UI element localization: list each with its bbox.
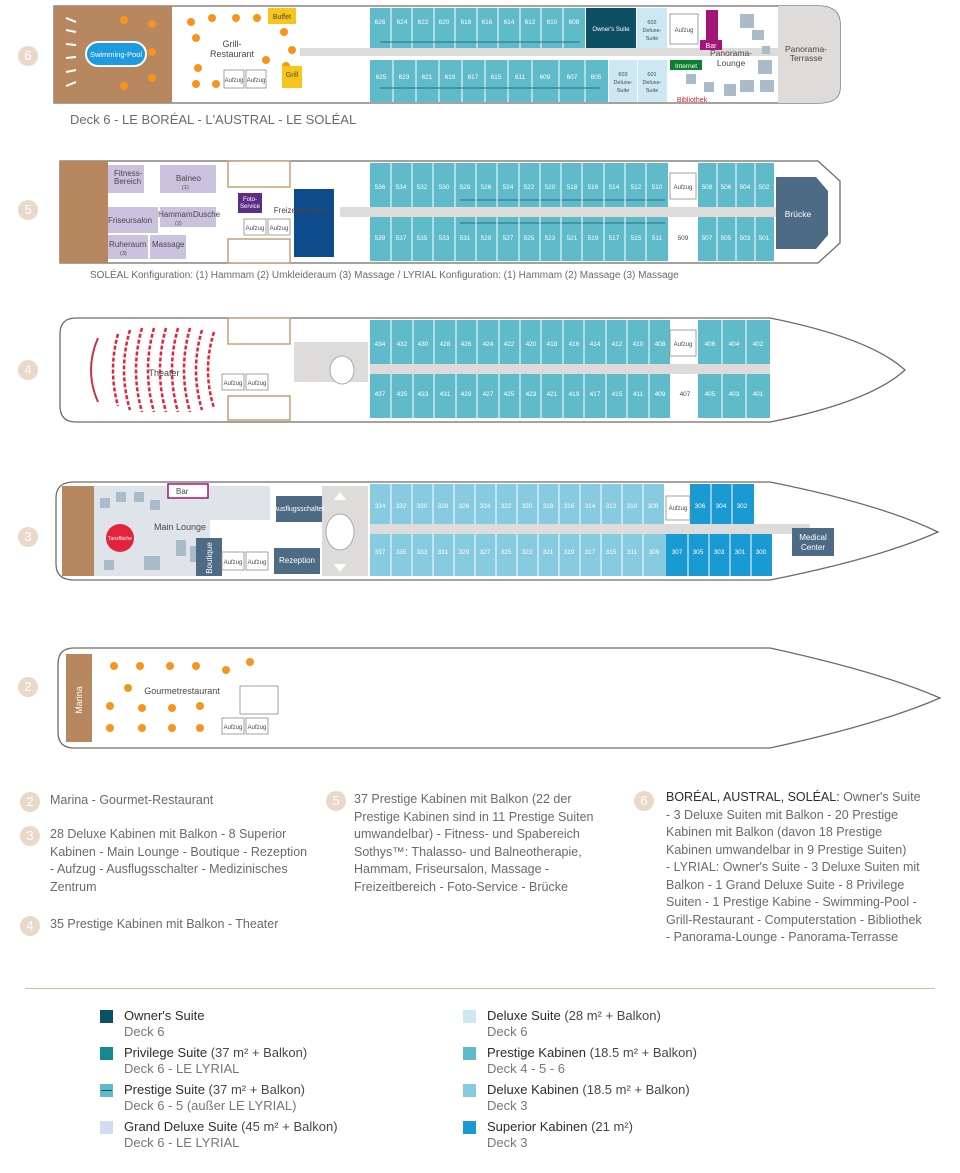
svg-text:Hammam: Hammam	[158, 210, 193, 219]
svg-text:623: 623	[398, 74, 410, 81]
svg-text:434: 434	[374, 341, 386, 348]
svg-text:306: 306	[694, 503, 706, 510]
svg-text:617: 617	[467, 74, 479, 81]
svg-text:528: 528	[459, 184, 471, 191]
svg-text:323: 323	[521, 549, 533, 556]
deck-3-corridor	[370, 524, 810, 534]
svg-text:537: 537	[395, 235, 407, 242]
desc-4-badge: 4	[20, 916, 40, 936]
svg-text:514: 514	[608, 184, 620, 191]
svg-text:625: 625	[375, 74, 387, 81]
svg-text:602: 602	[647, 20, 657, 26]
svg-text:312: 312	[605, 503, 617, 510]
grill-label-1: Grill-	[222, 39, 242, 49]
lounge-label-1: Panorama-	[709, 48, 753, 58]
svg-text:428: 428	[439, 341, 451, 348]
svg-text:536: 536	[374, 184, 386, 191]
deck-6-caption: Deck 6 - LE BORÉAL - L'AUSTRAL - LE SOLÉAL	[70, 112, 357, 127]
desc-2-badge: 2	[20, 792, 40, 812]
svg-text:300: 300	[755, 549, 767, 556]
svg-text:506: 506	[720, 184, 732, 191]
bar-label: Bar	[705, 43, 717, 50]
svg-text:534: 534	[395, 184, 407, 191]
svg-text:Suite: Suite	[616, 88, 630, 94]
svg-text:319: 319	[563, 549, 575, 556]
svg-text:624: 624	[396, 19, 408, 26]
desc-5-badge: 5	[326, 791, 346, 811]
legend-swatch	[463, 1121, 476, 1134]
bar-label-3: Bar	[176, 487, 189, 496]
owners-suite-label: Owner's Suite	[592, 27, 630, 33]
deck-5-corridor	[340, 207, 780, 217]
atrium-circle	[330, 356, 354, 384]
library-label: Bibliothek	[676, 97, 708, 104]
svg-text:331: 331	[437, 549, 449, 556]
svg-text:337: 337	[374, 549, 386, 556]
foto-label-2: Service	[239, 204, 261, 210]
svg-text:512: 512	[630, 184, 642, 191]
svg-text:626: 626	[374, 19, 386, 26]
svg-text:609: 609	[539, 74, 551, 81]
svg-text:620: 620	[438, 19, 450, 26]
svg-text:526: 526	[480, 184, 492, 191]
legend-swatch	[100, 1121, 113, 1134]
svg-text:435: 435	[396, 391, 408, 398]
svg-text:527: 527	[502, 235, 514, 242]
svg-text:310: 310	[626, 503, 638, 510]
svg-text:Massage: Massage	[152, 240, 185, 249]
legend-divider	[25, 988, 935, 989]
svg-text:621: 621	[421, 74, 433, 81]
svg-text:410: 410	[632, 341, 644, 348]
svg-text:427: 427	[482, 391, 494, 398]
svg-text:327: 327	[479, 549, 491, 556]
svg-text:618: 618	[460, 19, 472, 26]
svg-text:406: 406	[704, 341, 716, 348]
svg-text:404: 404	[728, 341, 740, 348]
bridge-label: Brücke	[784, 209, 812, 219]
svg-text:407: 407	[679, 391, 691, 398]
svg-text:Friseursalon: Friseursalon	[108, 216, 153, 225]
svg-text:Bereich: Bereich	[114, 177, 142, 186]
svg-text:403: 403	[728, 391, 740, 398]
svg-text:529: 529	[480, 235, 492, 242]
svg-text:608: 608	[568, 19, 580, 26]
svg-text:333: 333	[416, 549, 428, 556]
svg-text:(3): (3)	[120, 251, 127, 257]
svg-text:614: 614	[503, 19, 515, 26]
svg-text:418: 418	[546, 341, 558, 348]
svg-text:601: 601	[647, 72, 657, 78]
lounge-label-3: Main Lounge	[153, 522, 207, 532]
svg-text:502: 502	[758, 184, 770, 191]
svg-text:322: 322	[500, 503, 512, 510]
foto-box	[238, 193, 262, 213]
freizeit-label: Freizeitbereich	[273, 206, 327, 215]
aufzug-2a: Aufzug	[223, 725, 243, 731]
svg-text:321: 321	[542, 549, 554, 556]
svg-text:Suite: Suite	[645, 88, 659, 94]
svg-text:508: 508	[701, 184, 713, 191]
deck-5-stern-deck	[60, 161, 108, 263]
svg-text:Balneo: Balneo	[176, 174, 201, 183]
svg-text:610: 610	[546, 19, 558, 26]
lifeboat-top-4	[228, 318, 290, 344]
svg-text:611: 611	[514, 74, 526, 81]
svg-text:431: 431	[439, 391, 451, 398]
galley-box	[240, 686, 278, 714]
restaurant-label: Gourmetrestaurant	[144, 686, 220, 696]
svg-text:401: 401	[752, 391, 764, 398]
svg-text:516: 516	[587, 184, 599, 191]
svg-text:Suite: Suite	[645, 36, 659, 42]
desc-3-text: 28 Deluxe Kabinen mit Balkon - 8 Superior Kabinen - Main Lounge - Boutique - Rezeption - Aufzug - Ausflugsschalter - Medizinisches Zentrum	[50, 827, 308, 894]
deck-3-badge: 3	[18, 527, 38, 547]
desc-2-text: Marina - Gourmet-Restaurant	[50, 793, 214, 807]
svg-text:605: 605	[590, 74, 602, 81]
internet-label: Internet	[674, 63, 698, 70]
svg-text:511: 511	[651, 235, 663, 242]
svg-text:424: 424	[482, 341, 494, 348]
svg-text:Fitness-: Fitness-	[114, 169, 143, 178]
aufzug-4b: Aufzug	[247, 381, 267, 387]
svg-text:Dusche: Dusche	[193, 210, 221, 219]
svg-text:317: 317	[584, 549, 596, 556]
aufzug-3c: Aufzug	[668, 506, 688, 512]
svg-text:415: 415	[611, 391, 623, 398]
svg-text:408: 408	[654, 341, 666, 348]
svg-text:429: 429	[460, 391, 472, 398]
svg-text:426: 426	[460, 341, 472, 348]
aufzug-6b: Aufzug	[246, 78, 266, 84]
svg-text:332: 332	[395, 503, 407, 510]
svg-text:510: 510	[651, 184, 663, 191]
svg-text:607: 607	[566, 74, 578, 81]
svg-text:622: 622	[417, 19, 429, 26]
svg-text:530: 530	[438, 184, 450, 191]
aufzug-5a: Aufzug	[245, 226, 265, 232]
svg-text:524: 524	[502, 184, 514, 191]
svg-text:419: 419	[568, 391, 580, 398]
svg-text:Deluxe-: Deluxe-	[642, 80, 662, 86]
svg-text:(2): (2)	[175, 221, 182, 227]
svg-text:515: 515	[630, 235, 642, 242]
svg-text:316: 316	[563, 503, 575, 510]
svg-text:616: 616	[481, 19, 493, 26]
svg-text:532: 532	[416, 184, 428, 191]
desc-3-badge: 3	[20, 826, 40, 846]
legend-swatch-arrow	[100, 1084, 113, 1097]
deck-2-hull	[58, 648, 940, 748]
svg-text:304: 304	[715, 503, 727, 510]
pool-label: Swimming-Pool	[89, 50, 143, 59]
svg-text:509: 509	[677, 235, 689, 242]
deck-6-plan	[0, 0, 960, 110]
foto-label-1: Foto-	[242, 197, 258, 203]
svg-text:535: 535	[416, 235, 428, 242]
legend-swatch	[100, 1010, 113, 1023]
svg-text:533: 533	[438, 235, 450, 242]
svg-text:325: 325	[500, 549, 512, 556]
svg-text:521: 521	[566, 235, 578, 242]
svg-text:423: 423	[525, 391, 537, 398]
svg-text:525: 525	[523, 235, 535, 242]
svg-text:305: 305	[692, 549, 704, 556]
svg-text:405: 405	[704, 391, 716, 398]
svg-text:437: 437	[374, 391, 386, 398]
aufzug-6c: Aufzug	[674, 28, 694, 34]
deck-2-plan	[0, 642, 960, 754]
svg-text:409: 409	[654, 391, 666, 398]
deck-4-plan	[0, 312, 960, 430]
svg-text:517: 517	[608, 235, 620, 242]
terrace-label-1: Panorama-	[784, 44, 828, 54]
svg-text:523: 523	[544, 235, 556, 242]
desc-4-text: 35 Prestige Kabinen mit Balkon - Theater	[50, 917, 279, 931]
theater-label: Theater	[148, 368, 180, 378]
svg-text:417: 417	[589, 391, 601, 398]
lifeboat-top	[228, 161, 290, 187]
svg-text:307: 307	[671, 549, 683, 556]
lifeboat-bottom	[228, 239, 290, 263]
svg-text:308: 308	[647, 503, 659, 510]
svg-text:539: 539	[374, 235, 386, 242]
svg-text:411: 411	[632, 391, 644, 398]
aufzug-4a: Aufzug	[223, 381, 243, 387]
terrace-label-2: Terrasse	[789, 53, 823, 63]
svg-text:328: 328	[437, 503, 449, 510]
svg-text:603: 603	[618, 72, 628, 78]
deck-5-config-note: SOLÉAL Konfiguration: (1) Hammam (2) Umkleideraum (3) Massage / LYRIAL Konfiguration: (1) Hammam (2) Massage (3) Massage	[90, 270, 679, 281]
aufzug-6a: Aufzug	[224, 78, 244, 84]
legend-swatch	[463, 1010, 476, 1023]
svg-text:433: 433	[417, 391, 429, 398]
deck-4-badge: 4	[18, 360, 38, 380]
svg-text:Deluxe-: Deluxe-	[613, 80, 633, 86]
legend-swatch	[463, 1084, 476, 1097]
svg-text:314: 314	[584, 503, 596, 510]
svg-text:320: 320	[521, 503, 533, 510]
legend-swatch	[100, 1047, 113, 1060]
svg-text:501: 501	[758, 235, 770, 242]
grill-label-2: Restaurant	[209, 49, 255, 59]
deck-3-stern	[62, 486, 94, 576]
aufzug-3a: Aufzug	[223, 560, 243, 566]
lounge-label-2: Lounge	[716, 58, 746, 68]
svg-text:414: 414	[589, 341, 601, 348]
aufzug-5b: Aufzug	[269, 226, 289, 232]
svg-text:301: 301	[734, 549, 746, 556]
svg-text:335: 335	[395, 549, 407, 556]
deck-5-plan	[0, 155, 960, 270]
svg-text:425: 425	[503, 391, 515, 398]
svg-text:422: 422	[503, 341, 515, 348]
svg-text:507: 507	[701, 235, 713, 242]
svg-text:421: 421	[546, 391, 558, 398]
aufzug-5c: Aufzug	[673, 185, 693, 191]
svg-text:326: 326	[458, 503, 470, 510]
desc-5-text: 37 Prestige Kabinen mit Balkon (22 der Prestige Kabinen sind in 11 Prestige Suiten umwandelbar) - Fitness- und Spabereich Sothys™: Thalasso- und Balneotherapie, Hammam, Friseursalon, Massage - Freizeitbereich - Foto-Service - Brücke	[354, 792, 594, 894]
svg-text:412: 412	[611, 341, 623, 348]
medical-label-2: Center	[800, 543, 826, 552]
svg-text:Ruheraum: Ruheraum	[109, 240, 147, 249]
svg-text:518: 518	[566, 184, 578, 191]
svg-text:330: 330	[416, 503, 428, 510]
desc-6-text: BORÉAL, AUSTRAL, SOLÉAL: Owner's Suite - 3 Deluxe Suiten mit Balkon - 20 Prestige Kabinen mit Balkon (davon 18 Prestige Kabinen umwandelbar in 9 Prestige Suiten) - LYRIAL: Owner's Suite - 3 Deluxe Suiten mit Balkon - 1 Grand Deluxe Suite - 8 Privilege Suiten - 1 Prestige Kabine - Swimming-Pool - Grill-Restaurant - Computerstation - Bibliothek - Panorama-Lounge - Panorama-Terrasse	[666, 790, 922, 944]
svg-text:329: 329	[458, 549, 470, 556]
excursion-label: Ausflugsschalter	[273, 506, 325, 513]
grill-small-label: Grill	[285, 72, 299, 79]
svg-text:334: 334	[374, 503, 386, 510]
svg-text:519: 519	[587, 235, 599, 242]
medical-label-1: Medical	[799, 533, 827, 542]
tanz-label: Tanzfläche	[108, 536, 132, 542]
svg-text:324: 324	[479, 503, 491, 510]
marina-label: Marina	[74, 686, 84, 714]
freizeit-box	[294, 189, 334, 257]
svg-text:505: 505	[720, 235, 732, 242]
svg-text:(1): (1)	[182, 185, 189, 191]
svg-text:619: 619	[444, 74, 456, 81]
aufzug-2b: Aufzug	[247, 725, 267, 731]
reception-label: Rezeption	[278, 556, 316, 565]
svg-text:416: 416	[568, 341, 580, 348]
deck-6-badge: 6	[18, 46, 38, 66]
svg-text:302: 302	[736, 503, 748, 510]
deck-4-corridor	[370, 364, 770, 374]
svg-text:612: 612	[524, 19, 536, 26]
deck-5-badge: 5	[18, 200, 38, 220]
svg-text:Deluxe-: Deluxe-	[642, 28, 662, 34]
desc-6-badge: 6	[634, 791, 654, 811]
lifeboat-bottom-4	[228, 396, 290, 420]
deck-3-plan	[0, 476, 960, 586]
svg-text:531: 531	[459, 235, 471, 242]
aufzug-3b: Aufzug	[247, 560, 267, 566]
svg-text:503: 503	[739, 235, 751, 242]
svg-text:430: 430	[417, 341, 429, 348]
svg-text:318: 318	[542, 503, 554, 510]
svg-text:520: 520	[544, 184, 556, 191]
svg-text:504: 504	[739, 184, 751, 191]
svg-text:311: 311	[626, 549, 638, 556]
buffet-label: Buffet	[272, 14, 292, 21]
svg-text:522: 522	[523, 184, 535, 191]
svg-text:615: 615	[490, 74, 502, 81]
atrium-circle-3	[326, 514, 354, 550]
svg-text:402: 402	[752, 341, 764, 348]
deck-2-badge: 2	[18, 677, 38, 697]
svg-text:315: 315	[605, 549, 617, 556]
svg-text:303: 303	[713, 549, 725, 556]
svg-text:309: 309	[648, 549, 660, 556]
svg-text:420: 420	[525, 341, 537, 348]
legend-swatch	[463, 1047, 476, 1060]
aufzug-4c: Aufzug	[673, 342, 693, 348]
svg-text:432: 432	[396, 341, 408, 348]
boutique-label: Boutique	[205, 542, 214, 574]
